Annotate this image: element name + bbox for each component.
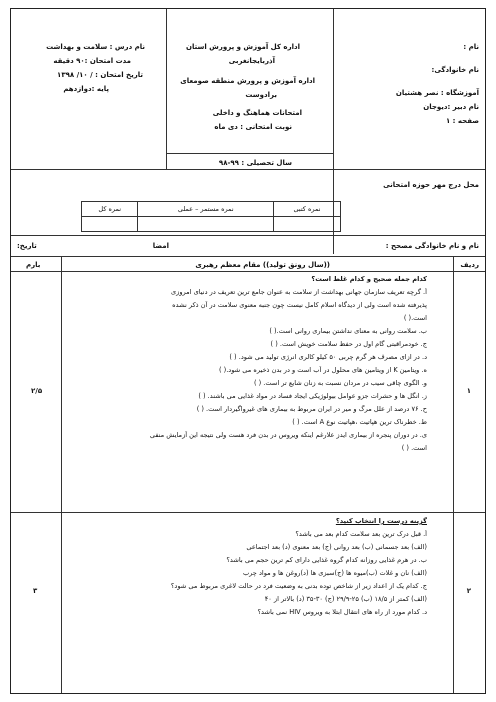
corrector-sign-label: امضا — [152, 242, 169, 250]
header-bottom-line — [11, 169, 485, 170]
q1-line: است. ( ) — [401, 444, 427, 452]
q1-line: ب. سلامت روانی به معنای نداشتن بیماری روانی است.( ) — [269, 327, 427, 335]
total-score-header: نمره کل — [82, 202, 138, 217]
total-score-cell — [82, 217, 138, 232]
q1-line: ج. خودمراقبتی گام اول در حفظ سلامت خویش است. ( ) — [270, 340, 427, 348]
q2-line: ب. در هرم غذایی روزانه کدام گروه غذایی دارای کم ترین حجم می باشد؟ — [226, 556, 427, 564]
q1-line: است.( ) — [403, 314, 427, 322]
q1-line: ط. خطرناک ترین هپاتیت ،هپاتیت نوع A است. ( ) — [292, 418, 427, 426]
q2-line: (الف) نان و غلات (ب)میوه ها (ج)سبزی ها (د)روغن ها و مواد چرب — [242, 569, 427, 577]
corrector-date-label: تاریخ: — [17, 242, 37, 250]
page-number: صفحه : ۱ — [445, 117, 479, 125]
practical-score-header: نمره مستمر – عملی — [138, 202, 274, 217]
score-column-header: بارم — [26, 261, 41, 269]
q1-line: ح. ۷۶ درصد از علل مرگ و میر در ایران مربوط به بیماری های غیرواگیردار است. ( ) — [196, 405, 427, 413]
q2-line: (الف) بعد جسمانی (ب) بعد روانی (ج) بعد معنوی (د) بعد اجتماعی — [246, 543, 427, 551]
written-score-cell — [274, 217, 341, 232]
exam-duration: مدت امتحان :۹۰ دقیقه — [53, 57, 131, 65]
q2-body — [57, 517, 427, 621]
row-column-header: ردیف — [460, 261, 479, 269]
practical-score-cell — [138, 217, 274, 232]
q1-line: أ. گرچه تعریف سازمان جهانی بهداشت از سلامت به عنوان جامع ترین تعریف در دنیای امروزی — [170, 288, 427, 296]
year-underline — [166, 153, 333, 154]
q2-title: گزینه درست را انتخاب کنید؟ — [335, 517, 427, 525]
school-name: آموزشگاه : نصر هشتیان — [395, 89, 479, 97]
student-family-label: نام خانوادگی: — [431, 66, 479, 74]
q2-line: أ. قبل درک ترین بعد سلامت کدام بعد می باشد؟ — [295, 530, 427, 538]
written-score-header: نمره کتبی — [274, 202, 341, 217]
org-line-2: آذربایجانغربی — [228, 57, 275, 65]
exam-session: نوبت امتحانی : دی ماه — [214, 123, 292, 131]
q1-line: و. الگوی چاقی سیب در مردان نسبت به زنان شایع تر است. ( ) — [253, 379, 427, 387]
q1-number: ۱ — [466, 387, 471, 395]
q2-line: ج. کدام یک از اعداد زیر از شاخص توده بدنی به وضعیت فرد در حالت لاغری مربوط می شود؟ — [170, 582, 427, 590]
q1-bottom-line — [11, 512, 485, 513]
corrector-name-label: نام و نام خانوادگی مصحح : — [385, 242, 479, 250]
score-table — [81, 201, 341, 232]
subject-name: نام درس : سلامت و بهداشت — [46, 43, 145, 51]
teacher-name: نام دبیر :دیوجان — [423, 103, 479, 111]
q1-line: ه. ویتامین K از ویتامین های محلول در آب است و در بدن ذخیره می شود.( ) — [218, 366, 427, 374]
q1-line: ی. در دوران پنجره از بیماری ایدز علارغم اینکه ویروس در بدن فرد هست ولی نتیجه این آزمایش منفی — [149, 431, 427, 439]
stamp-area-label: محل درج مهر حوزه امتحانی — [383, 181, 479, 189]
exam-date: تاریخ امتحان : / ۱۰/ ۱۳۹۸ — [57, 71, 143, 79]
exam-sheet — [10, 8, 486, 694]
org-line-3: اداره آموزش و پرورش منطقه صومعای — [180, 77, 315, 85]
grade-level: پایه :دوازدهم — [63, 85, 109, 93]
q2-line: (الف) کمتر از ۱۸/۵ (ب) ۲۵-۲۹/۹ (ج) ۳۰-۳۵ (د) بالاتر از ۴۰ — [264, 595, 427, 603]
header-divider-left — [166, 9, 167, 169]
motto-header: ((سال رونق تولید)) مقام معظم رهبری — [195, 261, 330, 269]
org-line-1: اداره کل آموزش و پرورش استان — [186, 43, 300, 51]
q1-body — [57, 275, 427, 457]
corrector-top-line — [11, 235, 485, 236]
q2-score: ۳ — [33, 587, 38, 595]
row-column-line — [453, 256, 454, 693]
q2-line: د. کدام مورد از راه های انتقال ابتلا به ویروس HIV نمی باشد؟ — [257, 608, 427, 616]
q1-score: ۲/۵ — [31, 387, 43, 395]
q1-line: پذیرفته شده است ولی از دیدگاه اسلام کامل نیست چون جنبه معنوی سلامت در آن ذکر نشده — [172, 301, 427, 309]
q2-number: ۲ — [466, 587, 471, 595]
table-header-line — [11, 271, 485, 272]
q1-line: د. در ازای مصرف هر گرم چربی ۵۰ کیلو کالری انرژی تولید می شود. ( ) — [229, 353, 427, 361]
org-line-5: امتحانات هماهنگ و داخلی — [212, 109, 302, 117]
table-top-line — [11, 256, 485, 257]
school-year: سال تحصیلی : ۹۹-۹۸ — [218, 159, 292, 167]
q1-line: ز. انگل ها و حشرات جزو عوامل بیولوژیکی ایجاد فساد در مواد غذایی می باشند. ( ) — [198, 392, 427, 400]
student-name-label: نام : — [463, 43, 479, 51]
org-line-4: برادوست — [245, 91, 277, 99]
q1-title: کدام جمله صحیح و کدام غلط است؟ — [311, 275, 427, 283]
